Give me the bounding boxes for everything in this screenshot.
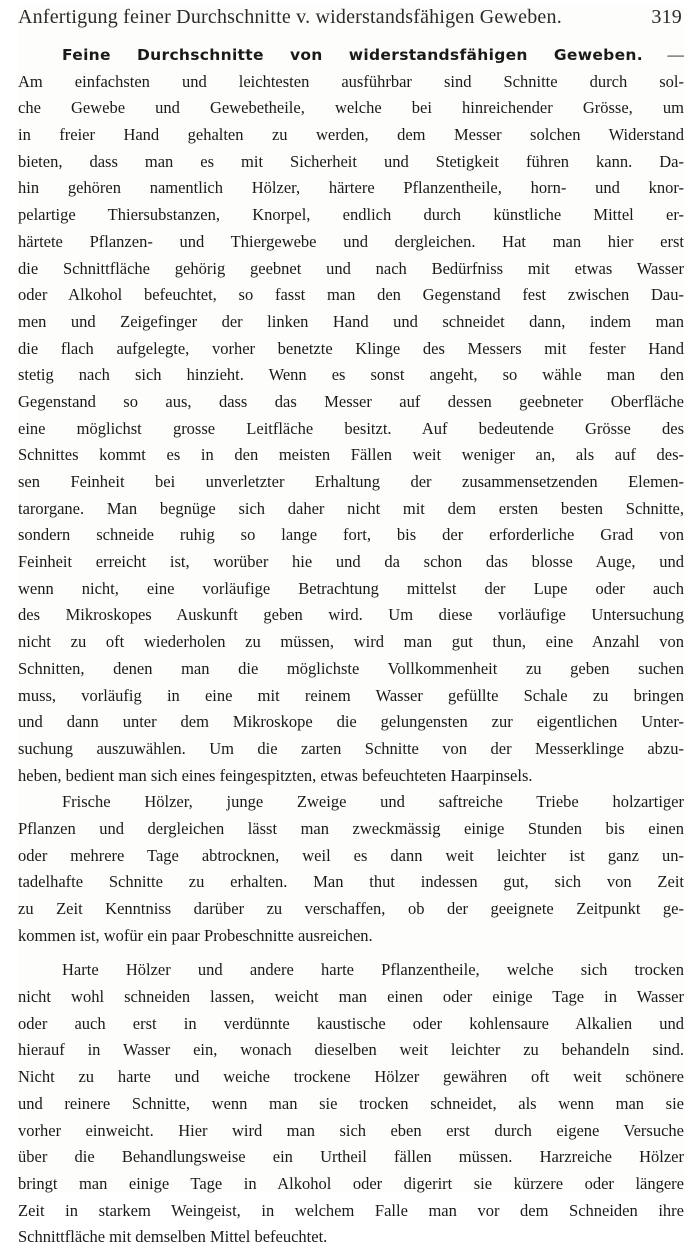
text-line: heben, bedient man sich eines feingespitzten, etwas befeuchteten Haarpinsels. [18,765,533,785]
text-line: oder auch erst in verdünnte kaustische oder kohlensaure Alkalien und [18,1013,684,1033]
text-line: des Mikroskopes Auskunft geben wird. Um diese vorläufige Untersuchung [18,605,684,625]
section-heading-dash: — [642,45,684,64]
text-line: nicht wohl schneiden lassen, weicht man einen oder einige Tage in Wasser [18,987,684,1007]
text-line: stetig nach sich hinzieht. Wenn es sonst angeht, so wähle man den [18,365,684,385]
text-line: men und Zeigefinger der linken Hand und schneidet dann, indem man [18,311,684,331]
running-head-title: Anfertigung feiner Durchschnitte v. widerstandsfähigen Geweben. [18,6,562,28]
text-line: Schnittes kommt es in den meisten Fällen weit weniger an, als auf des- [18,445,684,465]
text-line: Gegenstand so aus, dass das Messer auf dessen geebneter Oberfläche [18,391,684,411]
text-line: Feinheit erreicht ist, worüber hie und da schon das blosse Auge, und [18,552,684,572]
text-line: che Gewebe und Gewebetheile, welche bei hinreichender Grösse, um [18,98,684,118]
text-line: eine möglichst grosse Leitfläche besitzt. Auf bedeutende Grösse des [18,418,684,438]
text-line: über die Behandlungsweise ein Urtheil fällen müssen. Harzreiche Hölzer [18,1147,684,1167]
section-heading-line [18,42,684,69]
page-body [18,42,684,1251]
text-line: Harte Hölzer und andere harte Pflanzentheile, welche sich trocken [62,960,684,980]
page-number: 319 [651,6,682,28]
text-line: bringt man einige Tage in Alkohol oder digerirt sie kürzere oder längere [18,1173,684,1193]
text-line: die Schnittfläche gehörig geebnet und nach Bedürfniss mit etwas Wasser [18,258,684,278]
paragraph-3 [18,957,684,1251]
text-line: sondern schneide ruhig so lange fort, bis der erforderliche Grad von [18,525,684,545]
running-head [18,6,684,42]
paragraph-gap [18,949,684,957]
text-line: sen Feinheit bei unverletzter Erhaltung der zusammensetzenden Elemen- [18,472,684,491]
text-line: bieten, dass man es mit Sicherheit und Stetigkeit führen kann. Da- [18,151,684,171]
text-line: tadelhafte Schnitte zu erhalten. Man thut indessen gut, sich von Zeit [18,872,684,892]
section-heading: Feine Durchschnitte von widerstandsfähigen Geweben. [62,46,643,64]
text-line: oder mehrere Tage abtrocknen, weil es dann weit leichter ist ganz un- [18,845,684,865]
text-line: und reinere Schnitte, wenn man sie trocken schneidet, als wenn man sie [18,1093,684,1113]
text-line: die flach aufgelegte, vorher benetzte Klinge des Messers mit fester Hand [18,338,684,358]
text-line: Schnittfläche mit demselben Mittel befeuchtet. [18,1227,328,1247]
text-line: oder Alkohol befeuchtet, so fasst man den Gegenstand fest zwischen Dau- [18,285,684,305]
text-line: härtete Pflanzen- und Thiergewebe und dergleichen. Hat man hier erst [18,231,684,251]
text-line: hin gehören namentlich Hölzer, härtere Pflanzentheile, horn- und knor- [18,178,684,198]
text-line: nicht zu oft wiederholen zu müssen, wird man gut thun, eine Anzahl von [18,632,684,652]
text-line: muss, vorläufig in eine mit reinem Wasser gefüllte Schale zu bringen [18,685,684,705]
text-line: pelartige Thiersubstanzen, Knorpel, endlich durch künstliche Mittel er- [18,205,684,225]
text-line: Zeit in starkem Weingeist, in welchem Falle man vor dem Schneiden ihre [18,1200,684,1220]
text-line: tarorgane. Man begnüge sich daher nicht mit dem ersten besten Schnitte, [18,498,684,518]
text-line: kommen ist, wofür ein paar Probeschnitte ausreichen. [18,925,373,945]
text-line: suchung auszuwählen. Um die zarten Schnitte von der Messerklinge abzu- [18,738,684,758]
paragraph-2 [18,789,684,949]
text-line: Schnitten, denen man die möglichste Vollkommenheit zu geben suchen [18,658,684,678]
text-line: in freier Hand gehalten zu werden, dem Messer solchen Widerstand [18,125,684,145]
text-line: wenn nicht, eine vorläufige Betrachtung mittelst der Lupe oder auch [18,578,684,598]
text-line: vorher einweicht. Hier wird man sich eben erst durch eigene Versuche [18,1120,684,1140]
text-line: hierauf in Wasser ein, wonach dieselben weit leichter zu behandeln sind. [18,1040,684,1060]
text-line: Pflanzen und dergleichen lässt man zweckmässig einige Stunden bis einen [18,818,684,838]
text-line: Am einfachsten und leichtesten ausführbar sind Schnitte durch sol- [18,71,684,91]
paragraph-1 [18,69,684,790]
text-line: zu Zeit Kenntniss darüber zu verschaffen, ob der geeignete Zeitpunkt ge- [18,899,684,918]
book-page [18,6,684,1247]
text-line: und dann unter dem Mikroskope die gelungensten zur eigentlichen Unter- [18,712,684,732]
text-line: Frische Hölzer, junge Zweige und saftreiche Triebe holzartiger [62,792,684,812]
text-line: Nicht zu harte und weiche trockene Hölzer gewähren oft weit schönere [18,1067,684,1087]
